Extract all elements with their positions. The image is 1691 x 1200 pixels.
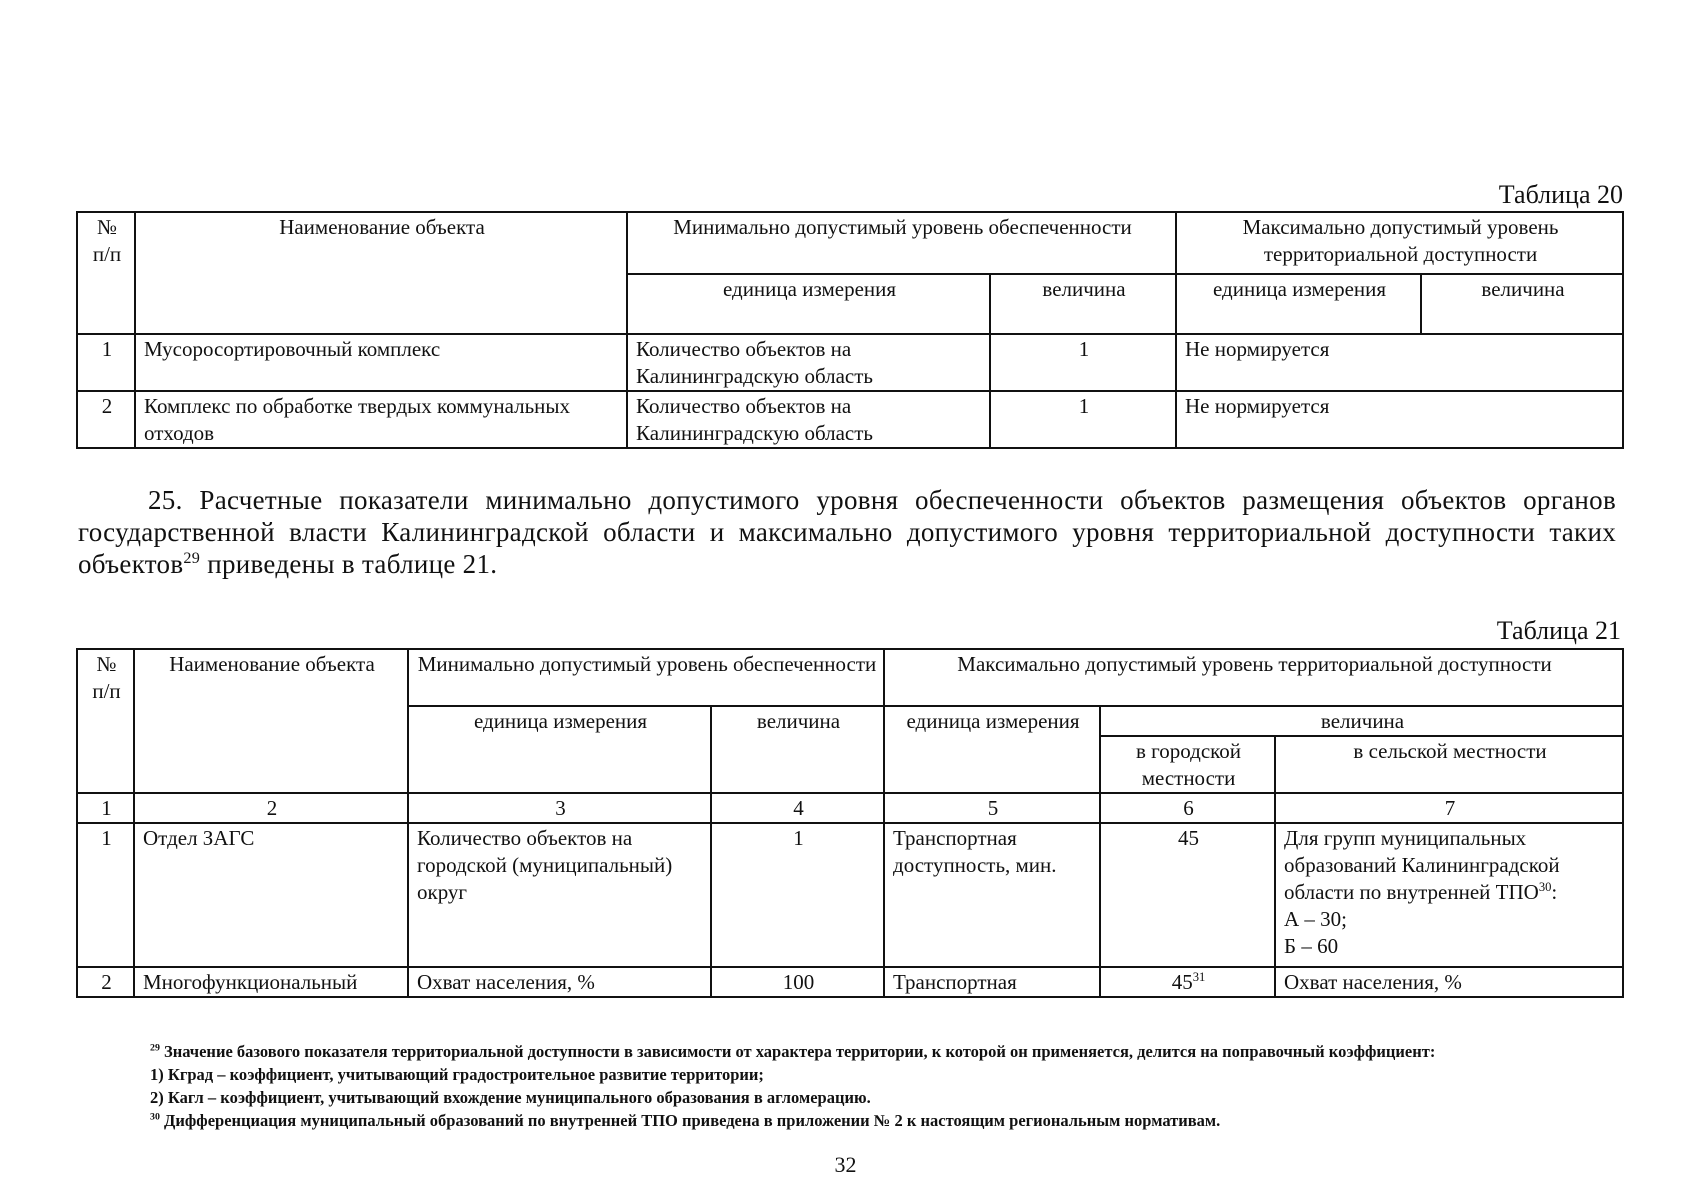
header-max-value: величина — [1421, 274, 1623, 334]
row-rural: Охват населения, % — [1275, 967, 1623, 997]
row-rural — [1275, 823, 1623, 967]
rural-group-a: А – 30; — [1284, 907, 1348, 931]
col-number: 6 — [1100, 793, 1275, 823]
footnote-ref-30[interactable]: 30 — [1538, 880, 1552, 894]
rural-colon: : — [1551, 880, 1558, 904]
header-name: Наименование объекта — [135, 212, 627, 334]
row-min-value: 1 — [990, 334, 1176, 391]
col-number: 2 — [134, 793, 408, 823]
page-number: 32 — [834, 1152, 857, 1177]
row-min-unit: Количество объектов на Калининградскую область — [627, 391, 990, 448]
table-row — [77, 823, 1623, 967]
table-20 — [76, 211, 1624, 449]
header-max-unit: единица измерения — [884, 706, 1100, 793]
header-max-group: Максимально допустимый уровень территориальной доступности — [884, 649, 1623, 706]
row-min-unit: Количество объектов на городской (муниципальный) округ — [408, 823, 711, 967]
row-max: Не нормируется — [1176, 334, 1623, 391]
header-rural: в сельской местности — [1275, 736, 1623, 793]
footnote-item-1: 1) Кград – коэффициент, учитывающий градостроительное развитие территории; — [150, 1065, 764, 1084]
header-max-unit: единица измерения — [1176, 274, 1421, 334]
footnote-ref-31[interactable]: 31 — [1192, 970, 1206, 984]
row-max-unit: Транспортная доступность, мин. — [884, 823, 1100, 967]
row-min-unit: Охват населения, % — [408, 967, 711, 997]
row-urban — [1100, 967, 1275, 997]
urban-value: 45 — [1171, 970, 1193, 994]
header-num: № п/п — [77, 212, 135, 334]
row-num: 2 — [77, 391, 135, 448]
header-num: № п/п — [77, 649, 134, 793]
footnote-29 — [78, 1040, 1618, 1063]
table-21 — [76, 648, 1624, 998]
footnote-mark: 30 — [150, 1111, 160, 1123]
header-max-value: величина — [1100, 706, 1623, 736]
footnote-text: Значение базового показателя территориальной доступности в зависимости от характера территории, к которой он применяется, делится на поправочный коэффициент: — [164, 1042, 1436, 1061]
column-number-row — [77, 793, 1623, 823]
row-min-value: 100 — [711, 967, 884, 997]
table21-caption: Таблица 21 — [1496, 616, 1621, 645]
row-name: Многофункциональный — [134, 967, 408, 997]
table-row — [77, 391, 1623, 448]
rural-group-b: Б – 60 — [1284, 934, 1339, 958]
col-number: 5 — [884, 793, 1100, 823]
row-num: 2 — [77, 967, 134, 997]
col-number: 7 — [1275, 793, 1623, 823]
header-urban: в городской местности — [1100, 736, 1275, 793]
header-min-unit: единица измерения — [408, 706, 711, 793]
footnote-mark: 29 — [150, 1042, 160, 1054]
footnote-item-2: 2) Кагл – коэффициент, учитывающий вхождение муниципального образования в агломерацию. — [150, 1088, 871, 1107]
table-row — [77, 967, 1623, 997]
row-min-value: 1 — [990, 391, 1176, 448]
row-max-unit: Транспортная — [884, 967, 1100, 997]
footnote-text: Дифференциация муниципальный образований по внутренней ТПО приведена в приложении № 2 к настоящим региональным нормативам. — [164, 1111, 1221, 1130]
paragraph-25 — [78, 484, 1616, 580]
row-name: Отдел ЗАГС — [134, 823, 408, 967]
col-number: 3 — [408, 793, 711, 823]
row-max: Не нормируется — [1176, 391, 1623, 448]
row-min-unit: Количество объектов на Калининградскую область — [627, 334, 990, 391]
col-number: 4 — [711, 793, 884, 823]
row-num: 1 — [77, 334, 135, 391]
table-row — [77, 334, 1623, 391]
rural-text: Для групп муниципальных образований Калининградской области по внутренней ТПО — [1284, 826, 1560, 904]
row-name: Мусоросортировочный комплекс — [135, 334, 627, 391]
header-min-group: Минимально допустимый уровень обеспеченности — [408, 649, 884, 706]
paragraph-text: 25. Расчетные показатели минимально допустимого уровня обеспеченности объектов размещения объектов органов государственной власти Калининградской области и максимально допустимого уровня территориальной доступности таких объектов — [78, 485, 1616, 579]
row-num: 1 — [77, 823, 134, 967]
footnotes — [78, 1040, 1618, 1132]
footnote-30 — [78, 1109, 1618, 1132]
header-min-unit: единица измерения — [627, 274, 990, 334]
header-min-group: Минимально допустимый уровень обеспеченности — [627, 212, 1176, 274]
header-name: Наименование объекта — [134, 649, 408, 793]
col-number: 1 — [77, 793, 134, 823]
header-min-value: величина — [711, 706, 884, 793]
row-name: Комплекс по обработке твердых коммунальных отходов — [135, 391, 627, 448]
row-urban: 45 — [1100, 823, 1275, 967]
header-max-group: Максимально допустимый уровень территориальной доступности — [1176, 212, 1623, 274]
footnote-ref-29[interactable]: 29 — [183, 549, 201, 567]
paragraph-text-tail: приведены в таблице 21. — [200, 549, 498, 579]
table20-caption: Таблица 20 — [1498, 180, 1623, 209]
header-min-value: величина — [990, 274, 1176, 334]
row-min-value: 1 — [711, 823, 884, 967]
